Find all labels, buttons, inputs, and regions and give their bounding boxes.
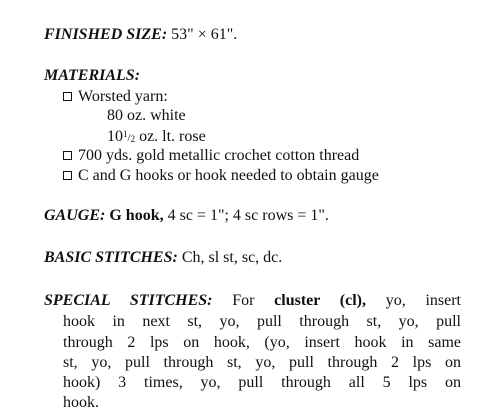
rose-amount-whole: 10	[107, 128, 123, 145]
special-stitches-line-6	[63, 393, 99, 412]
materials-heading-line	[44, 66, 140, 85]
materials-item-hooks	[63, 166, 379, 185]
special-stitches-line-5	[63, 373, 461, 392]
checkbox-icon	[63, 151, 72, 160]
gauge-heading: GAUGE:	[44, 207, 106, 224]
materials-heading: MATERIALS:	[44, 67, 141, 84]
special-stitches-text: hook) 3 times, yo, pull through all 5 lps on	[63, 374, 461, 391]
materials-item-thread	[63, 146, 359, 165]
special-stitches-text: st, yo, pull through st, yo, pull through 2 lps on	[63, 354, 461, 371]
rose-fraction-numerator: 1	[123, 129, 128, 139]
materials-subitem-white	[107, 106, 186, 125]
finished-size-value: 53" × 61".	[167, 26, 238, 43]
gauge-hook: G hook,	[105, 207, 164, 224]
special-stitches-text: hook.	[63, 394, 99, 411]
special-stitches-line-3	[63, 333, 461, 352]
gauge-line	[44, 206, 329, 225]
materials-subitem-label: oz. lt. rose	[139, 128, 206, 145]
gauge-value: 4 sc = 1"; 4 sc rows = 1".	[163, 207, 329, 224]
materials-item-label: Worsted yarn:	[78, 88, 168, 105]
basic-stitches-line	[44, 248, 282, 267]
checkbox-icon	[63, 92, 72, 101]
special-stitches-text: hook in next st, yo, pull through st, yo, pull	[63, 313, 461, 330]
materials-item-label: 700 yds. gold metallic crochet cotton thread	[78, 147, 360, 164]
special-stitches-heading: SPECIAL STITCHES:	[44, 292, 213, 309]
finished-size-heading: FINISHED SIZE:	[44, 26, 168, 43]
materials-item-yarn	[63, 87, 168, 106]
special-stitches-text: through 2 lps on hook, (yo, insert hook in same	[63, 334, 461, 351]
basic-stitches-heading: BASIC STITCHES:	[44, 249, 178, 266]
special-stitches-cluster: cluster (cl),	[274, 292, 367, 309]
special-stitches-line-4	[63, 353, 461, 372]
materials-subitem-label: 80 oz. white	[107, 107, 186, 124]
finished-size-line	[44, 25, 237, 44]
materials-item-label: C and G hooks or hook needed to obtain gauge	[78, 167, 379, 184]
special-stitches-intro: For	[212, 292, 275, 309]
special-stitches-line-2	[63, 312, 461, 331]
rose-fraction-denominator: 2	[130, 134, 136, 144]
rose-amount-fraction: $^1/_2$	[123, 129, 136, 144]
special-stitches-line1-rest: yo, insert	[366, 292, 461, 309]
special-stitches-line-1	[44, 291, 461, 310]
basic-stitches-value: Ch, sl st, sc, dc.	[177, 249, 283, 266]
checkbox-icon	[63, 171, 72, 180]
